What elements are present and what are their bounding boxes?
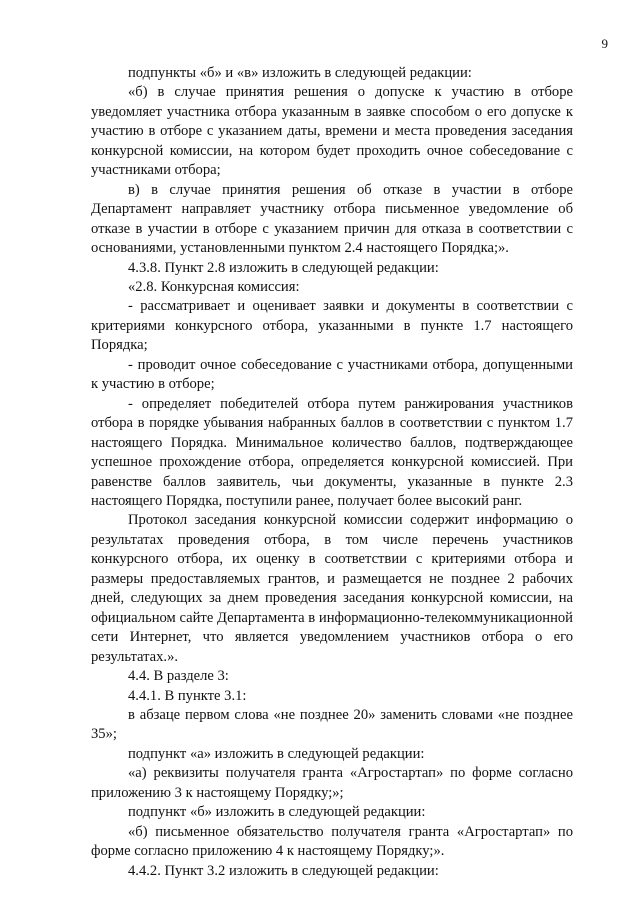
paragraph: - проводит очное собеседование с участниками отбора, допущенными к участию в отборе; [91,356,573,393]
paragraph: «2.8. Конкурсная комиссия: [128,278,300,295]
document-body [91,64,573,881]
paragraph: в) в случае принятия решения об отказе в участии в отборе Департамент направляет участнику отбора письменное уведомление об отказе в участии в отборе с указанием причин для отказа в соответствии с основаниями, установленными пунктом 2.4 настоящего Порядка;». [91,181,573,257]
paragraph: 4.4.1. В пункте 3.1: [128,687,247,704]
paragraph: «а) реквизиты получателя гранта «Агростартап» по форме согласно приложению 3 к настоящему Порядку;»; [91,765,573,801]
paragraph: подпункт «а» изложить в следующей редакции: [128,745,425,762]
paragraph: «б) в случае принятия решения о допуске к участию в отборе уведомляет участника отбора указанным в заявке способом о его допуске к участию в отборе с указанием даты, времени и места проведения заседания конкурсной комиссии, на котором будет проходить очное собеседование с участниками отбора; [91,84,573,179]
paragraph: подпункты «б» и «в» изложить в следующей редакции: [128,65,472,81]
paragraph: 4.3.8. Пункт 2.8 изложить в следующей редакции: [128,259,439,276]
paragraph: - определяет победителей отбора путем ранжирования участников отбора в порядке убывания набранных баллов в соответствии с пунктом 1.7 настоящего Порядка. Минимальное количество баллов, подтверждающее успешное прохождение отбора, определяется конкурсной комиссией. При равенстве баллов заявитель, чьи документы, указанные в пункте 2.3 настоящего Порядка, поступили ранее, получает более высокий ранг. [91,395,573,509]
paragraph: 4.4.2. Пункт 3.2 изложить в следующей редакции: [128,862,439,879]
paragraph: - рассматривает и оценивает заявки и документы в соответствии с критериями конкурсного отбора, указанными в пункте 1.7 настоящего Порядка; [91,298,573,354]
paragraph: 4.4. В разделе 3: [128,668,229,685]
paragraph: в абзаце первом слова «не позднее 20» заменить словами «не позднее 35»; [91,706,573,743]
paragraph: подпункт «б» изложить в следующей редакции: [128,804,426,821]
paragraph: Протокол заседания конкурсной комиссии содержит информацию о результатах проведения отбора, в том числе перечень участников конкурсного отбора, их оценку в соответствии с критериями отбора и размеры предоставляемых грантов, и размещается не позднее 2 рабочих дней, следующих за днем проведения заседания конкурсной комиссии, на официальном сайте Департамента в информационно-телекоммуникационной сети Интернет, что является уведомлением участников отбора о его результатах.». [91,512,573,665]
paragraph: «б) письменное обязательство получателя гранта «Агростартап» по форме согласно приложению 4 к настоящему Порядку;». [91,823,573,860]
page-number: 9 [601,36,608,51]
